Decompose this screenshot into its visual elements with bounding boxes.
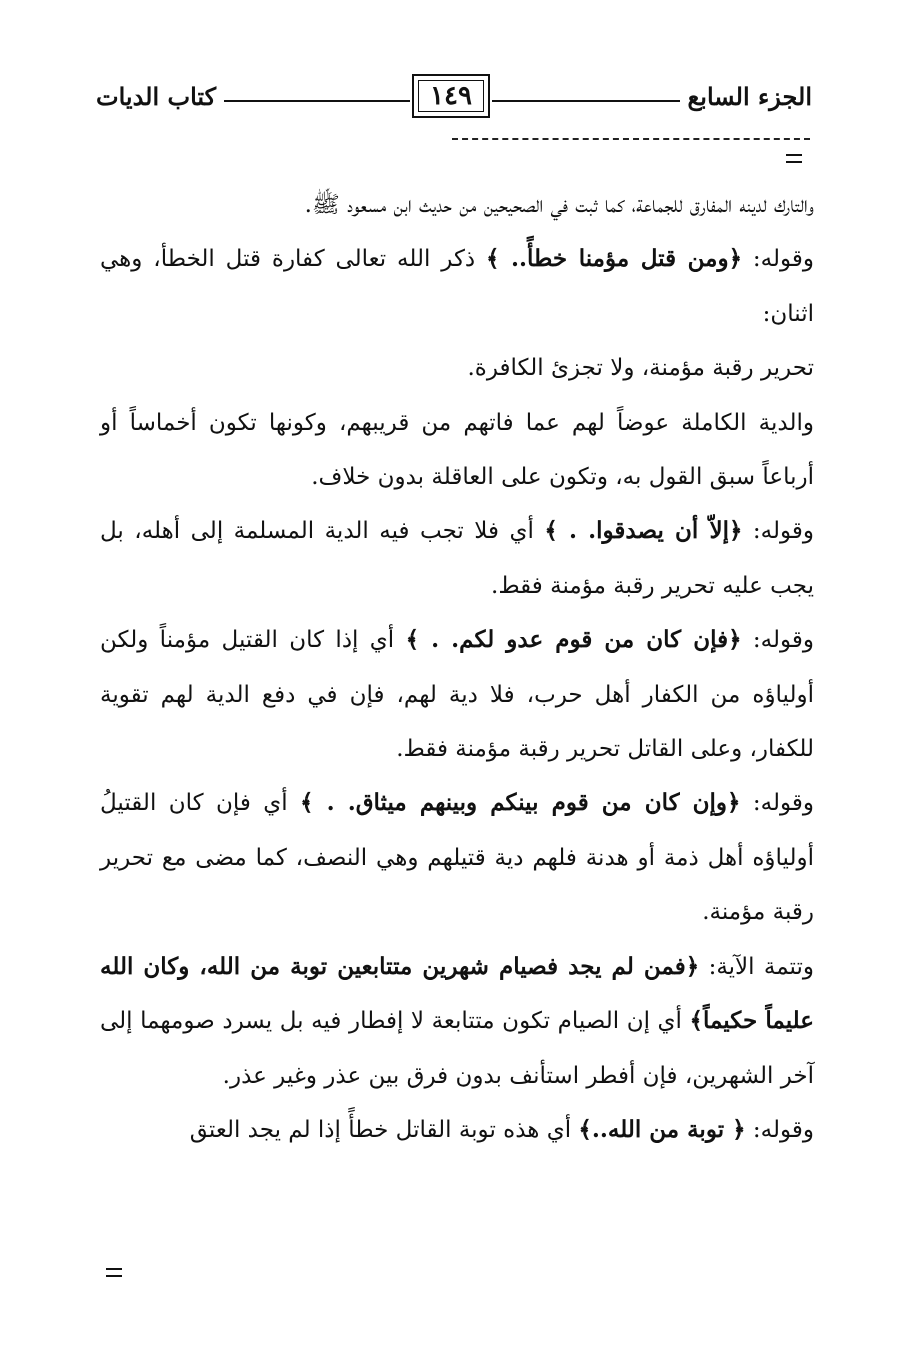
quran-verse: ﴿فإن كان من قوم عدو لكم. . ﴾ [405,626,742,654]
paragraph [100,504,814,613]
book-title: كتاب الديات [96,82,217,111]
header-rule-left [224,100,410,102]
page-header [96,72,812,124]
double-rule-mark-bottom [106,1268,122,1277]
text-segment: وقوله: [741,627,814,654]
paragraph [100,232,814,341]
text-segment: أي فإن كان القتيلُ أولياؤه أهل ذمة أو هدنة فلهم دية قتيلهم وهي النصف، كما مضى مع تحرير رقبة مؤمنة. [100,790,814,926]
double-rule-mark-top [786,154,802,163]
paragraph [100,341,814,395]
text-segment: أي فلا تجب فيه الدية المسلمة إلى أهله، بل يجب عليه تحرير رقبة مؤمنة فقط. [100,518,814,599]
text-segment: ذكر الله تعالى كفارة قتل الخطأ، وهي اثنان: [100,246,814,327]
quran-verse: ﴿ومن قتل مؤمنا خطأً.. ﴾ [486,245,743,273]
paragraph [100,178,814,232]
quran-verse: ﴿فمن لم يجد فصيام شهرين متتابعين توبة من الله، وكان الله عليماً حكيماً﴾ [100,952,814,1035]
text-segment: وقوله: [742,518,814,545]
page-number: ١٤٩ [430,81,472,111]
page-body [100,178,814,1157]
paragraph [100,613,814,776]
part-title: الجزء السابع [687,82,812,111]
paragraph [100,776,814,939]
quran-verse: ﴿وإن كان من قوم بينكم وبينهم ميثاق. . ﴾ [300,789,741,817]
text-segment: وقوله: [740,790,814,817]
paragraph [100,396,814,505]
text-segment: وقوله: [745,1116,814,1143]
text-segment: أي إن الصيام تكون متتابعة لا إفطار فيه بل يسرد صومهما إلى آخر الشهرين، فإن أفطر استأنف بدون فرق بين عذر وغير عذر. [100,1008,814,1089]
quran-verse: ﴿إلاّ أن يصدقوا. . ﴾ [544,517,743,545]
page-number-box [412,74,490,118]
text-segment: والتارك لدينه المفارق للجماعة، كما ثبت في الصحيحين من حديث ابن مسعود ﷺ. [304,192,814,218]
text-segment: وقوله: [742,246,814,273]
text-segment: أي هذه توبة القاتل خطأً إذا لم يجد العتق [189,1116,579,1143]
header-dashed-rule [452,138,810,140]
text-segment: وتتمة الآية: [699,953,814,980]
text-segment: والدية الكاملة عوضاً لهم عما فاتهم من قريبهم، وكونها تكون أخماساً أو أرباعاً سبق القول به، وتكون على العاقلة بدون خلاف. [100,409,814,491]
quran-verse: ﴿ توبة من الله..﴾ [578,1115,746,1143]
header-rule-right [492,100,680,102]
text-segment: تحرير رقبة مؤمنة، ولا تجزئ الكافرة. [467,355,814,382]
paragraph [100,1103,814,1157]
text-segment: أي إذا كان القتيل مؤمناً ولكن أولياؤه من الكفار أهل حرب، فلا دية لهم، فإن في دفع الدية لهم تقوية للكفار، وعلى القاتل تحرير رقبة مؤمنة فقط. [100,627,814,763]
paragraph [100,940,814,1103]
